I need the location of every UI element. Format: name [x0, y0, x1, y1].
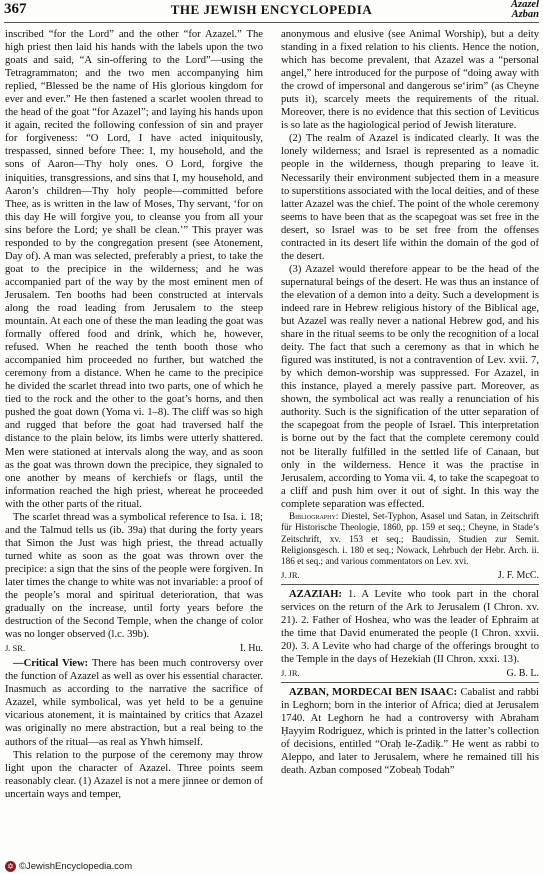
paragraph: The scarlet thread was a symbolical reference to Isa. i. 18; and the Talmud tells us (ib. 39a) that during the forty years that Simon the Just was high priest, the thread actually turned white as soon as the goat was thrown over the precipice: a sign that the sins of the people were forgiven. In later times the change to white was not invariable: a proof of the people’s moral and spiritual deterioration, that was gradually on the increase, until forty years before the destruction of the Second Temple, when the change of color was no longer observed (l.c. 39b). [5, 511, 263, 641]
page-number: 367 [4, 1, 27, 17]
signature-code: J. JR. [281, 569, 300, 580]
entry-text: 1. A Levite who took part in the choral services on the return of the Ark to Jerusalem (I Chron. xv. 21). 2. Father of Hoshea, who was the leader of Ephraim at the time that David enumerated the people (I Chron. xxvii. 20). 3. A Levite who had charge of the offerings brought to the Temple in the days of Hezekiah (II Chron. xxxi. 13). [281, 588, 539, 666]
bibliography [281, 511, 539, 568]
catchwords [511, 0, 539, 20]
paragraph: This relation to the purpose of the ceremony may throw light upon the character of Azazel. Three points seem reasonably clear. (1) Azazel is not a mere jinnee or demon of uncertain ways and temper, [5, 749, 263, 800]
signature-code: J. SR. [5, 643, 26, 654]
catchword-first: Azazel [510, 0, 539, 10]
paragraph: inscribed “for the Lord” and the other “for Azazel.” The high priest then laid his hands with the labels upon the two goats and said, “A sin-offering to the Lord”—using the Tetragrammaton; and the two men accompanying him replied, “Blessed be the name of His glorious kingdom for ever and ever.” He then fastened a scarlet woolen thread to the head of the goat “for Azazel”; and laying his hands upon it again, recited the following confession of sin and prayer for forgiveness: “O Lord, I have acted iniquitously, trespassed, sinned before Thee: I, my household, and the sons of Aaron—Thy holy ones. O Lord, forgive the iniquities, transgressions, and sins that I, my household, and Aaron’s children—Thy holy people—committed before Thee, as is written in the law of Moses, Thy servant, ‘for on this day He will forgive you, to cleanse you from all your sins before the Lord; ye shall be clean.’” This prayer was responded to by the congregation present (see Atonement, Day of). A man was selected, preferably a priest, to take the goat to the precipice in the wilderness; and he was accompanied part of the way by the most eminent men of Jerusalem. Ten booths had been constructed at intervals along the road leading from Jerusalem to the steep mountain. At each one of these the man leading the goat was formally offered food and drink, which he, however, refused. When he reached the tenth booth those who accompanied him proceeded no further, but watched the ceremony from a distance. When he came to the precipice he divided the scarlet thread into two parts, one of which he tied to the rock and the other to the goat’s horns, and then pushed the goat down (Yoma vi. 1–8). The cliff was so high and rugged that before the goat had traversed half the distance to the plain below, its limbs were utterly shattered. Men were stationed at intervals along the way, and as soon as the goat was thrown down the precipice, they signaled to one another by means of kerchiefs or flags, until the information reached the high priest, whereat he proceeded with the other parts of the ritual. [5, 29, 263, 510]
divider [281, 682, 539, 683]
left-column [5, 28, 263, 858]
entry-text: Cabalist and rabbi in Leghorn; born in the interior of Africa; died at Jerusalem 1740. At Leghorn he had a controversy with Abraham Ḥayyim Rodriguez, which is printed in the latter’s collection of decisions, entitled “Oraḥ le-Ẓadiḳ.” He went as rabbi to Aleppo, and later to Jerusalem, where he remained till his death. Azban composed “Zobeaḥ Todah” [281, 687, 539, 777]
entry-title: AZBAN, MORDECAI BEN ISAAC: [289, 687, 458, 699]
right-column [281, 28, 539, 858]
paragraph: (3) Azazel would therefore appear to be the head of the supernatural beings of the desert. He was thus an instance of the elevation of a demon into a deity. Such a development is indeed rare in Hebrew religious history of the Biblical age, but Azazel was really never a national Hebrew god, and his share in the ritual seems to be only the recognition of a local deity. The fact that such a ceremony as that in which he figured was instituted, is not a contravention of Lev. xvii. 7, by which demon-worship was suppressed. For Azazel, in this instance, played a merely passive part. Moreover, as shown, the symbolical act was really a renunciation of his authority. Such is the signification of the utter separation of the scapegoat from the people of Israel. This interpretation is borne out by the fact that the complete ceremony could not be literally fulfilled in the settled life of Canaan, but only in the wilderness. Hence it was the practise in Jerusalem, according to Yoma vii. 4, to take the scapegoat to a cliff and push him over it out of sight. In this way the complete separation was effected. [281, 263, 539, 510]
signature-author: G. B. L. [506, 668, 539, 680]
page-header [4, 0, 539, 23]
paragraph [5, 657, 263, 748]
paragraph: (2) The realm of Azazel is indicated clearly. It was the lonely wilderness; and Israel is represented as a nomadic people in the wilderness, though preparing to leave it. Necessarily their environment subjected them in a measure to superstitions associated with the local deities, and of these latter Azazel was the chief. The point of the whole ceremony seems to have been that as the scapegoat was set free in the desert, so Israel was to be set free from the offenses contracted in its desert life within the domain of the god of the desert. [281, 133, 539, 262]
paragraph-text: There has been much controversy over the function of Azazel as well as over his essential character. Inasmuch as according to the narrative the sacrifice of Azazel, while symbolical, was yet held to be a genuine vicarious atonement, it is maintained by critics that Azazel was originally no mere abstraction, but a real being to the authors of the ritual—as real as Yhwh himself. [5, 658, 263, 748]
author-signature [5, 642, 263, 655]
running-title: THE JEWISH ENCYCLOPEDIA [170, 2, 373, 17]
star-logo-icon: ✡ [5, 861, 16, 872]
site-credit-text: ©JewishEncyclopedia.com [19, 861, 133, 872]
divider [281, 584, 539, 585]
signature-author: J. F. McC. [497, 569, 539, 581]
catchword-last: Azban [511, 9, 539, 20]
signature-author: I. Hu. [239, 643, 263, 655]
section-heading: —Critical View: [13, 658, 89, 670]
signature-code: J. JR. [281, 668, 300, 679]
entry-azban [281, 686, 539, 777]
paragraph: anonymous and elusive (see Animal Worship), but a deity standing in a fixed relation to his clients. Hence the notion, which has become prevalent, that Azazel was a “personal angel,” here introduced for the purpose of “doing away with the crowd of impersonal and dangerous se‘irim” (as Cheyne puts it), scarcely meets the requirements of the ritual. Moreover, there is no evidence that this section of Leviticus is so late as the hagiological period of Jewish literature. [281, 29, 539, 132]
author-signature [281, 569, 539, 582]
author-signature [281, 667, 539, 680]
bibliography-text: Diestel, Set-Typhon, Asasel und Satan, in Zeitschrift für Historische Theologie, 1860, pp. 159 et seq.; Cheyne, in Stade’s Zeitschrift, xv. 153 et seq.; Baudissin, Studien zur Semit. Religionsgesch. i. 180 et seq.; Nowack, Lehrbuch der Hebr. Arch. ii. 186 et seq.; and various commentators on Lev. xvi. [281, 510, 539, 567]
entry-title: AZAZIAH: [289, 588, 342, 600]
entry-azaziah [281, 588, 539, 666]
bibliography-label: Bibliography: [289, 510, 339, 521]
site-credit[interactable] [5, 861, 132, 872]
